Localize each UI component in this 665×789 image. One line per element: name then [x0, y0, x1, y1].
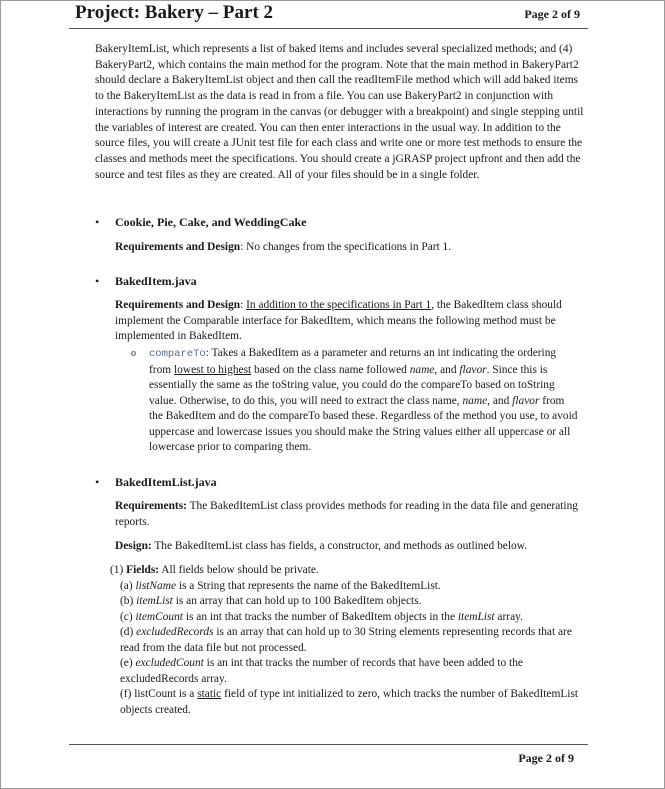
requirements-paragraph [115, 298, 589, 345]
field-text: is an array that can hold up to 30 String elements representing records that are read from the data file but not processed. [120, 626, 572, 654]
design-text: The BakedItemList class has fields, a constructor, and methods as outlined below. [151, 540, 528, 552]
field-marker: (b) [120, 595, 137, 607]
intro-paragraph: BakeryItemList, which represents a list of baked items and includes several specialized methods; and (4) BakeryPart2, which contains the main method for the program. Note that the main method in BakeryPart2 should declare a BakeryItemList object and then call the readItemFile method which will add baked items to the BakeryItemList as the data is read in from a file. You can use BakeryPart2 in conjunction with interactions by running the program in the canvas (or debugger with a breakpoint) and single stepping until the variables of interest are created. You can then enter interactions in the usual way. In addition to the source files, you will create a JUnit test file for each class and write one or more test methods to ensure the classes and methods meet the specifications. You should create a jGRASP project upfront and then add the source and test files as they are created. All of your files should be in a single folder. [95, 43, 584, 181]
method-description [149, 346, 581, 456]
requirements-text: : No changes from the specifications in Part 1. [240, 241, 452, 253]
requirements-paragraph [115, 240, 589, 256]
requirements-text: , the BakedItem class should implement the Comparable interface for BakedItem, which means the following method must be implemented in BakedItem. [115, 299, 562, 342]
field-text: is an int that tracks the number of BakedItem objects in the [182, 610, 458, 623]
field-excluded-count [110, 656, 589, 687]
field-marker: (e) [120, 657, 136, 669]
field-text: (f) listCount is a [120, 688, 198, 700]
field-name: excludedRecords [136, 626, 214, 638]
underlined-text: lowest to highest [174, 363, 252, 376]
requirements-paragraph [115, 499, 589, 530]
requirements-label: Requirements and Design [115, 299, 241, 311]
colon-text: : [240, 299, 247, 311]
method-name: compareTo [149, 348, 206, 360]
fields-label: Fields: [126, 564, 160, 576]
bullet-icon: • [95, 215, 100, 229]
section-heading: Cookie, Pie, Cake, and WeddingCake [115, 215, 307, 229]
field-text: is an array that can hold up to 100 BakedItem objects. [172, 595, 422, 607]
italic-term: name [409, 363, 435, 376]
section-heading: BakedItemList.java [115, 475, 217, 489]
requirements-label: Requirements: [115, 500, 187, 512]
method-text: , and [434, 363, 460, 376]
underlined-text: In addition to the specifications in Part 1 [246, 299, 432, 311]
fields-number: (1) [110, 564, 127, 576]
italic-term: flavor [459, 363, 487, 376]
method-text: from the BakedItem and do the compareTo based these. Regardless of the method you use, to avoid uppercase and lowercase issues you should make the String values either all uppercase or all lowercase prior to comparing them. [149, 394, 578, 453]
requirements-label: Requirements and Design [115, 241, 241, 253]
page-number-bottom: Page 2 of 9 [518, 751, 574, 765]
italic-term: name [462, 394, 488, 407]
field-list-count [110, 687, 589, 718]
field-name: itemList [136, 595, 173, 607]
field-item-count [110, 610, 589, 626]
document-title: Project: Bakery – Part 2 [75, 2, 274, 23]
design-label: Design: [115, 540, 152, 552]
requirements-text: The BakedItemList class provides methods for reading in the data file and generating reports. [115, 500, 578, 528]
field-name: itemList [457, 610, 495, 623]
method-text: based on the class name followed [251, 363, 410, 376]
field-excluded-records [110, 625, 589, 656]
field-marker: (d) [120, 626, 137, 638]
field-text: field of type int initialized to zero, which tracks the number of BakedItemList objects created. [120, 688, 579, 716]
page-header [69, 0, 588, 29]
page-number-top: Page 2 of 9 [524, 7, 580, 21]
method-text: : Takes a BakedItem as a parameter and returns an int indicating the ordering from [149, 347, 557, 376]
italic-term: flavor [512, 394, 540, 407]
field-list-name [110, 579, 589, 595]
design-paragraph [115, 539, 589, 555]
fields-text: All fields below should be private. [159, 564, 319, 576]
field-text: array. [494, 610, 523, 623]
field-name: itemCount [135, 610, 183, 623]
bullet-icon: • [95, 475, 100, 489]
field-text: is an int that tracks the number of records that have been added to the excludedRecords array. [120, 657, 523, 685]
field-text: is a String that represents the name of the BakedItemList. [176, 579, 441, 592]
fields-heading [110, 563, 589, 579]
field-name: excludedCount [135, 657, 204, 669]
section-heading: BakedItem.java [115, 274, 197, 288]
field-item-list [110, 594, 589, 610]
circle-bullet-icon: o [131, 348, 136, 359]
field-name: listName [135, 579, 177, 592]
underlined-text: static [197, 688, 222, 700]
fields-list [110, 563, 589, 718]
field-marker: (c) [120, 610, 136, 623]
method-text: . Since this is essentially the same as the toString value, you could do the compareTo based on toString value. Otherwise, to do this, you will need to extract the class name, [149, 363, 555, 407]
footer-divider [69, 744, 588, 745]
method-text: , and [487, 394, 513, 407]
field-marker: (a) [120, 579, 136, 592]
bullet-icon: • [95, 274, 100, 288]
